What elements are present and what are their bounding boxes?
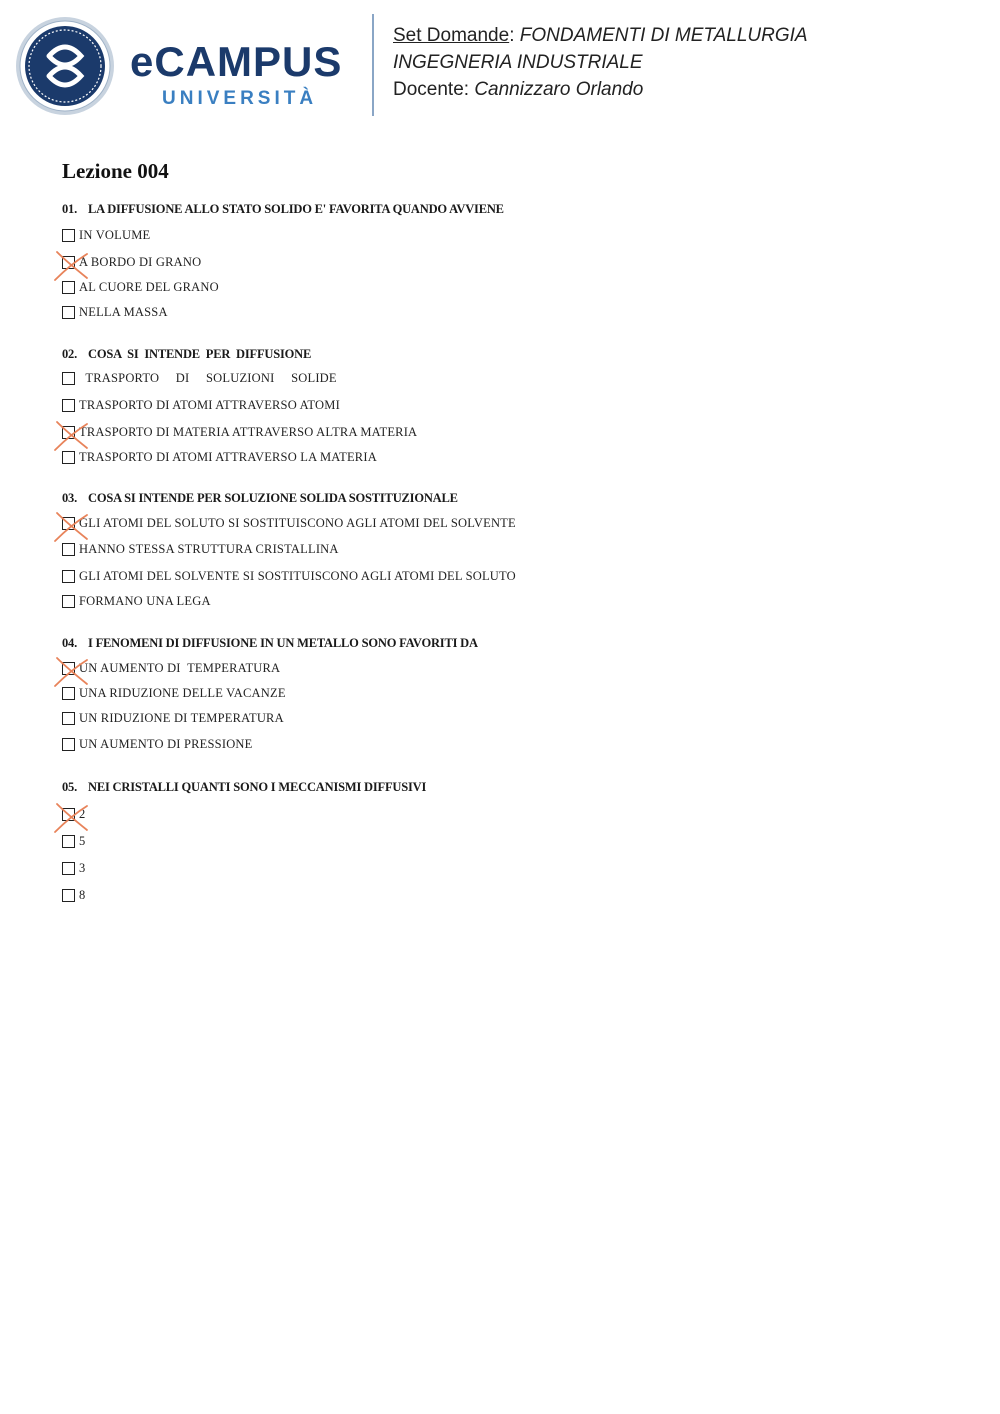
checkbox[interactable] [62,426,75,439]
question-number: 05. [62,780,78,794]
answer-option[interactable] [62,589,516,614]
set-line [393,22,808,49]
question-4 [62,634,478,757]
question-5 [62,778,426,908]
answer-option[interactable] [62,275,504,300]
question-text: LA DIFFUSIONE ALLO STATO SOLIDO E' FAVORITA QUANDO AVVIENE [88,202,504,216]
question-text: NEI CRISTALLI QUANTI SONO I MECCANISMI DIFFUSIVI [88,780,427,794]
question-title [62,634,478,652]
option-text: 2 [79,807,86,821]
option-text: UN RIDUZIONE DI TEMPERATURA [79,711,284,725]
question-title [62,200,504,218]
option-text: AL CUORE DEL GRANO [79,280,219,294]
option-text: 3 [79,861,86,875]
question-2 [62,345,417,470]
checkbox[interactable] [62,256,75,269]
question-number: 03. [62,491,78,505]
teacher-name: Cannizzaro Orlando [474,79,644,100]
header-info [393,22,808,103]
checkbox[interactable] [62,595,75,608]
option-text: HANNO STESSA STRUTTURA CRISTALLINA [79,542,339,556]
checkbox[interactable] [62,517,75,530]
option-text: GLI ATOMI DEL SOLVENTE SI SOSTITUISCONO AGLI ATOMI DEL SOLUTO [79,569,516,583]
teacher-line [393,76,808,103]
answer-option[interactable] [62,250,504,275]
program-name: INGEGNERIA INDUSTRIALE [393,52,643,73]
checkbox[interactable] [62,372,75,385]
answer-option[interactable] [62,223,504,248]
checkbox[interactable] [62,712,75,725]
question-1 [62,200,504,325]
set-colon: : [509,25,515,46]
question-number: 02. [62,347,78,361]
option-text: NELLA MASSA [79,305,168,319]
answer-option[interactable] [62,681,478,706]
answer-option[interactable] [62,393,417,418]
option-text: TRASPORTO DI SOLUZIONI SOLIDE [79,371,337,385]
checkbox[interactable] [62,808,75,821]
answer-option[interactable] [62,802,426,827]
option-text: A BORDO DI GRANO [79,255,202,269]
answer-option[interactable] [62,564,516,589]
question-text: COSA SI INTENDE PER DIFFUSIONE [88,347,312,361]
question-title [62,778,426,796]
answer-option[interactable] [62,883,426,908]
checkbox[interactable] [62,229,75,242]
checkbox[interactable] [62,306,75,319]
option-text: UN AUMENTO DI TEMPERATURA [79,661,281,675]
answer-option[interactable] [62,300,504,325]
checkbox[interactable] [62,399,75,412]
question-3 [62,489,516,614]
checkbox[interactable] [62,862,75,875]
university-seal-logo [15,16,115,116]
answer-option[interactable] [62,511,516,536]
answer-option[interactable] [62,706,478,731]
program-line [393,49,808,76]
answer-option[interactable] [62,732,478,757]
checkbox[interactable] [62,543,75,556]
ecampus-logo [130,38,360,113]
checkbox[interactable] [62,889,75,902]
question-number: 01. [62,202,78,216]
brand-subtitle: UNIVERSITÀ [162,88,318,109]
option-text: TRASPORTO DI ATOMI ATTRAVERSO LA MATERIA [79,450,377,464]
checkbox[interactable] [62,738,75,751]
header-divider [372,14,374,116]
option-text: TRASPORTO DI MATERIA ATTRAVERSO ALTRA MATERIA [79,425,418,439]
option-text: GLI ATOMI DEL SOLUTO SI SOSTITUISCONO AGLI ATOMI DEL SOLVENTE [79,516,516,530]
checkbox[interactable] [62,451,75,464]
option-text: 8 [79,888,86,902]
question-number: 04. [62,636,78,650]
option-text: UN AUMENTO DI PRESSIONE [79,737,253,751]
option-text: UNA RIDUZIONE DELLE VACANZE [79,686,286,700]
answer-option[interactable] [62,856,426,881]
checkbox[interactable] [62,281,75,294]
answer-option[interactable] [62,366,417,391]
answer-option[interactable] [62,420,417,445]
question-text: COSA SI INTENDE PER SOLUZIONE SOLIDA SOSTITUZIONALE [88,491,458,505]
lesson-title: Lezione 004 [62,159,169,183]
answer-option[interactable] [62,656,478,681]
option-text: IN VOLUME [79,228,151,242]
answer-option[interactable] [62,445,417,470]
course-name: FONDAMENTI DI METALLURGIA [519,25,808,46]
option-text: 5 [79,834,86,848]
page-header [0,0,1000,130]
brand-name: eCAMPUS [130,38,343,85]
question-text: I FENOMENI DI DIFFUSIONE IN UN METALLO SONO FAVORITI DA [88,636,478,650]
option-text: TRASPORTO DI ATOMI ATTRAVERSO ATOMI [79,398,340,412]
teacher-label: Docente: [393,79,470,100]
checkbox[interactable] [62,835,75,848]
checkbox[interactable] [62,662,75,675]
set-label: Set Domande [393,25,510,46]
answer-option[interactable] [62,829,426,854]
option-text: FORMANO UNA LEGA [79,594,211,608]
checkbox[interactable] [62,687,75,700]
checkbox[interactable] [62,570,75,583]
question-title [62,489,516,507]
answer-option[interactable] [62,537,516,562]
question-title [62,345,417,363]
